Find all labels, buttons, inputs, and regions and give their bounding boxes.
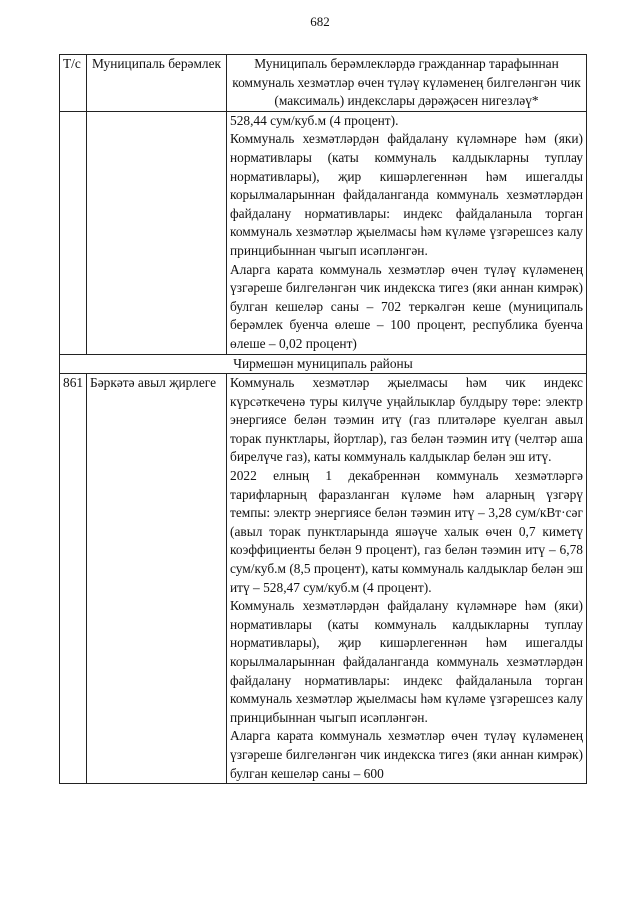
indices-table [59, 54, 587, 784]
paragraph: Аларга карата коммуналь хезмәтләр өчен түләү күләменең үзгәреше билгеләнгән чик индекска тигез (яки аннан кимрәк) булган кешеләр саны – 600 [230, 728, 583, 781]
continued-municipality-cell [87, 111, 227, 354]
header-municipality: Муниципаль берәмлек [87, 55, 227, 112]
region-heading-row [60, 354, 587, 374]
paragraph: Коммуналь хезмәтләр җыелмасы һәм чик индекс күрсәткеченә туры килүче уңайлыклар булдыру төре: электр энергиясе белән тәэмин итү (газ плитәләре куелган авыл торак пунктлары, йортлар), газ белән тәэмин итү (челтәр аша бирелүче газ), каты коммуналь калдыклар белән эш итү. [230, 375, 583, 465]
page-number: 682 [310, 14, 330, 29]
header-number: Т/с [60, 55, 87, 112]
continued-description-cell [227, 111, 587, 354]
description-cell [227, 374, 587, 784]
paragraph: Коммуналь хезмәтләрдән файдалану күләмнәре һәм (яки) нормативлары (каты коммуналь калдыкларны туплау нормативлары), җир кишәрлегеннән һәм ишегалды корылмаларыннан файдаланганда коммуналь хезмәтләрдән файдалану нормативлары: индекс файдаланыла торган коммуналь хезмәтләр җыелмасы һәм күләме үзгәрешсез калу принцибыннан чыгып исәпләнгән. [230, 131, 583, 258]
continued-number-cell [60, 111, 87, 354]
header-description: Муниципаль берәмлекләрдә гражданнар тарафыннан коммуналь хезмәтләр өчен түләү күләменең билгеләнгән чик (максималь) индекслары дәрәҗәсен нигезләү* [227, 55, 587, 112]
row-number: 861 [60, 374, 87, 784]
table-row-861 [60, 374, 587, 784]
paragraph: 2022 елның 1 декабреннән коммуналь хезмәтләргә тарифларның фаразланган күләме һәм аларның үзгәрү темпы: электр энергиясе белән тәэмин итү – 3,28 сум/кВт·сәг (авыл торак пунктларында яшәүче халык өчен 0,7 киметү коэффициенты белән 9 процент), газ белән тәэмин итү – 6,78 сум/куб.м (8,5 процент), каты коммуналь калдыклар белән эш итү – 528,47 сум/куб.м (4 процент). [230, 468, 583, 595]
municipality-name: Бәркәтә авыл җирлеге [87, 374, 227, 784]
paragraph: 528,44 сум/куб.м (4 процент). [230, 112, 399, 128]
region-heading: Чирмешән муниципаль районы [60, 354, 587, 374]
table-header-row [60, 55, 587, 112]
paragraph: Аларга карата коммуналь хезмәтләр өчен түләү күләменең үзгәреше билгеләнгән чик индекска тигез (яки аннан кимрәк) булган кешеләр саны – 702 теркәлгән кеше (муниципаль берәмлек буенча өлеше – 100 процент, республика буенча өлеше – 0,02 процент) [230, 261, 583, 351]
paragraph: Коммуналь хезмәтләрдән файдалану күләмнәре һәм (яки) нормативлары (каты коммуналь калдыкларны туплау нормативлары), җир кишәрлегеннән һәм ишегалды корылмаларыннан файдаланганда коммуналь хезмәтләрдән файдалану нормативлары: индекс файдаланыла торган коммуналь хезмәтләр җыелмасы һәм күләме үзгәрешсез калу принцибыннан чыгып исәпләнгән. [230, 598, 583, 725]
table-row-continued [60, 111, 587, 354]
